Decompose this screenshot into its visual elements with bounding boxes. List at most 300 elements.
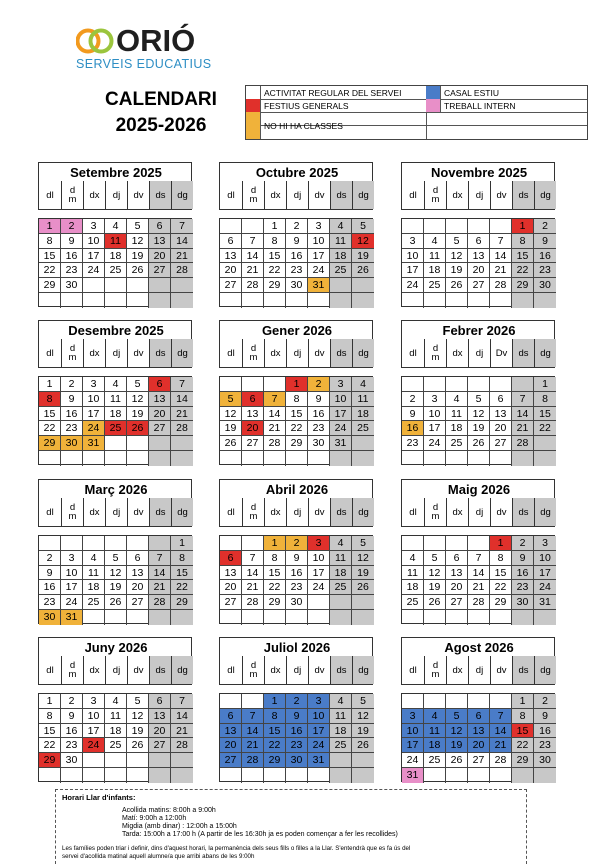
weekday-header: d m bbox=[242, 181, 264, 209]
day-cell: 19 bbox=[105, 580, 127, 595]
day-cell: 26 bbox=[446, 753, 468, 768]
day-cell: 6 bbox=[446, 551, 468, 566]
day-cell bbox=[171, 436, 193, 451]
day-cell: 14 bbox=[490, 249, 512, 264]
page-title-year: 2025-2026 bbox=[115, 115, 207, 136]
day-cell: 3 bbox=[402, 709, 424, 724]
day-cell bbox=[105, 451, 127, 466]
day-cell: 12 bbox=[127, 392, 149, 407]
day-cell: 10 bbox=[83, 392, 105, 407]
day-cell: 19 bbox=[446, 263, 468, 278]
weekday-header: dl bbox=[227, 189, 235, 201]
month-header bbox=[401, 162, 555, 210]
day-cell: 15 bbox=[512, 724, 534, 739]
day-cell: 29 bbox=[171, 595, 193, 610]
day-cell bbox=[308, 451, 330, 466]
day-cell bbox=[490, 694, 512, 709]
month-header bbox=[401, 320, 555, 368]
month-calendar bbox=[38, 320, 192, 465]
day-cell bbox=[490, 219, 512, 234]
month-calendar bbox=[401, 162, 555, 307]
day-cell: 11 bbox=[105, 234, 127, 249]
day-cell: 17 bbox=[83, 724, 105, 739]
day-cell: 28 bbox=[264, 436, 286, 451]
day-cell: 30 bbox=[308, 436, 330, 451]
day-cell bbox=[242, 293, 264, 308]
day-cell bbox=[83, 768, 105, 783]
day-cell bbox=[286, 451, 308, 466]
day-cell: 10 bbox=[83, 234, 105, 249]
day-cell bbox=[149, 451, 171, 466]
weekday-header: dj bbox=[105, 498, 127, 526]
day-cell: 27 bbox=[127, 595, 149, 610]
day-cell: 7 bbox=[512, 392, 534, 407]
day-cell: 17 bbox=[424, 421, 446, 436]
day-cell: 23 bbox=[286, 263, 308, 278]
day-cell: 20 bbox=[220, 738, 242, 753]
day-cell: 31 bbox=[534, 595, 556, 610]
weekday-header: ds bbox=[330, 498, 352, 526]
month-header bbox=[219, 479, 373, 527]
footer-line: Migdia (amb dinar) : 12:00h a 15:00h bbox=[122, 823, 237, 830]
day-cell: 26 bbox=[352, 738, 374, 753]
day-cell: 3 bbox=[402, 234, 424, 249]
day-cell: 24 bbox=[534, 580, 556, 595]
day-cell: 21 bbox=[242, 580, 264, 595]
day-cell: 4 bbox=[424, 709, 446, 724]
weekday-header: dg bbox=[534, 498, 556, 526]
day-cell bbox=[402, 219, 424, 234]
weekday-header: ds bbox=[149, 656, 171, 684]
month-days-grid bbox=[38, 376, 192, 465]
day-cell: 15 bbox=[512, 249, 534, 264]
day-cell bbox=[446, 219, 468, 234]
day-cell: 28 bbox=[512, 436, 534, 451]
day-cell: 25 bbox=[424, 278, 446, 293]
weekday-header: dv bbox=[127, 498, 149, 526]
day-cell bbox=[468, 451, 490, 466]
day-cell: 11 bbox=[402, 566, 424, 581]
month-calendar bbox=[38, 162, 192, 307]
day-cell: 28 bbox=[468, 595, 490, 610]
weekday-header: dj bbox=[468, 339, 490, 367]
month-days-grid bbox=[219, 535, 373, 624]
day-cell: 9 bbox=[39, 566, 61, 581]
day-cell: 13 bbox=[149, 234, 171, 249]
day-cell: 12 bbox=[220, 407, 242, 422]
day-cell bbox=[149, 436, 171, 451]
day-cell: 20 bbox=[149, 407, 171, 422]
day-cell bbox=[105, 278, 127, 293]
day-cell bbox=[352, 595, 374, 610]
weekday-header: dx bbox=[83, 339, 105, 367]
day-cell: 25 bbox=[352, 421, 374, 436]
month-header bbox=[401, 637, 555, 685]
brand-logo bbox=[76, 23, 212, 76]
day-cell bbox=[242, 768, 264, 783]
day-cell bbox=[468, 610, 490, 625]
day-cell bbox=[424, 293, 446, 308]
day-cell: 3 bbox=[424, 392, 446, 407]
day-cell: 13 bbox=[127, 566, 149, 581]
day-cell: 12 bbox=[127, 709, 149, 724]
day-cell: 16 bbox=[61, 249, 83, 264]
day-cell: 17 bbox=[402, 738, 424, 753]
day-cell: 24 bbox=[308, 738, 330, 753]
day-cell: 21 bbox=[171, 724, 193, 739]
day-cell: 4 bbox=[330, 694, 352, 709]
month-title: Gener 2026 bbox=[261, 323, 333, 338]
day-cell: 5 bbox=[446, 234, 468, 249]
month-title: Juny 2026 bbox=[84, 640, 148, 655]
day-cell: 17 bbox=[330, 407, 352, 422]
day-cell: 11 bbox=[105, 392, 127, 407]
day-cell bbox=[446, 377, 468, 392]
day-cell: 30 bbox=[61, 278, 83, 293]
day-cell: 5 bbox=[446, 709, 468, 724]
day-cell: 18 bbox=[105, 407, 127, 422]
day-cell: 26 bbox=[468, 436, 490, 451]
day-cell: 6 bbox=[149, 694, 171, 709]
day-cell bbox=[330, 278, 352, 293]
day-cell: 29 bbox=[39, 278, 61, 293]
weekday-header: dl bbox=[46, 347, 54, 359]
day-cell bbox=[402, 536, 424, 551]
day-cell bbox=[308, 293, 330, 308]
day-cell: 12 bbox=[352, 709, 374, 724]
day-cell: 27 bbox=[468, 753, 490, 768]
day-cell: 26 bbox=[105, 595, 127, 610]
day-cell: 1 bbox=[534, 377, 556, 392]
month-calendar bbox=[401, 637, 555, 782]
day-cell: 9 bbox=[286, 551, 308, 566]
month-header bbox=[38, 479, 192, 527]
page-title: CALENDARI bbox=[105, 89, 217, 110]
day-cell bbox=[220, 610, 242, 625]
day-cell bbox=[308, 610, 330, 625]
day-cell: 13 bbox=[468, 249, 490, 264]
day-cell: 21 bbox=[512, 421, 534, 436]
weekday-header: ds bbox=[330, 339, 352, 367]
day-cell: 13 bbox=[490, 407, 512, 422]
legend-treball: TREBALL INTERN bbox=[426, 99, 515, 112]
day-cell: 29 bbox=[264, 278, 286, 293]
day-cell bbox=[446, 451, 468, 466]
legend bbox=[245, 85, 588, 140]
day-cell bbox=[352, 610, 374, 625]
day-cell: 19 bbox=[352, 724, 374, 739]
legend-swatch bbox=[246, 86, 261, 99]
day-cell bbox=[468, 293, 490, 308]
weekday-header: dj bbox=[105, 339, 127, 367]
day-cell bbox=[242, 610, 264, 625]
day-cell: 13 bbox=[220, 566, 242, 581]
day-cell: 14 bbox=[468, 566, 490, 581]
day-cell: 13 bbox=[220, 249, 242, 264]
month-calendar bbox=[401, 320, 555, 465]
day-cell: 20 bbox=[468, 263, 490, 278]
day-cell bbox=[220, 451, 242, 466]
weekday-header: dg bbox=[352, 498, 374, 526]
weekday-header: ds bbox=[330, 181, 352, 209]
month-days-grid bbox=[38, 535, 192, 624]
day-cell bbox=[105, 753, 127, 768]
day-cell: 21 bbox=[149, 580, 171, 595]
day-cell: 8 bbox=[286, 392, 308, 407]
day-cell bbox=[220, 293, 242, 308]
weekday-header: dv bbox=[490, 498, 512, 526]
month-title: Setembre 2025 bbox=[70, 165, 162, 180]
day-cell: 22 bbox=[512, 263, 534, 278]
day-cell: 14 bbox=[171, 709, 193, 724]
footer-note: Les famílies poden triar i definir, dins d'aquest horari, la permanència dels seus fills o filles a la Llar. S'entendrà que es fa ús del bbox=[62, 845, 411, 852]
day-cell bbox=[83, 451, 105, 466]
day-cell: 24 bbox=[308, 263, 330, 278]
day-cell: 18 bbox=[352, 407, 374, 422]
weekday-header: dx bbox=[446, 656, 468, 684]
day-cell bbox=[352, 436, 374, 451]
day-cell: 19 bbox=[468, 421, 490, 436]
day-cell: 24 bbox=[83, 738, 105, 753]
day-cell: 17 bbox=[83, 249, 105, 264]
day-cell: 31 bbox=[402, 768, 424, 783]
day-cell bbox=[490, 451, 512, 466]
day-cell bbox=[105, 610, 127, 625]
day-cell: 18 bbox=[330, 249, 352, 264]
day-cell bbox=[308, 595, 330, 610]
day-cell bbox=[512, 610, 534, 625]
day-cell bbox=[171, 278, 193, 293]
day-cell bbox=[83, 610, 105, 625]
day-cell: 30 bbox=[512, 595, 534, 610]
day-cell bbox=[512, 768, 534, 783]
day-cell: 3 bbox=[534, 536, 556, 551]
day-cell bbox=[149, 768, 171, 783]
day-cell: 6 bbox=[468, 234, 490, 249]
day-cell: 12 bbox=[127, 234, 149, 249]
day-cell: 20 bbox=[220, 580, 242, 595]
day-cell: 9 bbox=[534, 234, 556, 249]
footer-schedule bbox=[55, 789, 527, 864]
day-cell: 10 bbox=[61, 566, 83, 581]
day-cell: 29 bbox=[286, 436, 308, 451]
day-cell: 6 bbox=[127, 551, 149, 566]
weekday-header: dj bbox=[286, 181, 308, 209]
day-cell: 16 bbox=[308, 407, 330, 422]
day-cell: 18 bbox=[446, 421, 468, 436]
day-cell: 23 bbox=[39, 595, 61, 610]
weekday-header: dx bbox=[83, 498, 105, 526]
weekday-header: d m bbox=[242, 498, 264, 526]
day-cell: 6 bbox=[242, 392, 264, 407]
day-cell: 29 bbox=[490, 595, 512, 610]
legend-swatch bbox=[246, 112, 261, 139]
weekday-header: dl bbox=[409, 189, 417, 201]
day-cell bbox=[490, 610, 512, 625]
day-cell: 22 bbox=[264, 263, 286, 278]
day-cell: 10 bbox=[308, 551, 330, 566]
day-cell: 1 bbox=[490, 536, 512, 551]
day-cell: 4 bbox=[83, 551, 105, 566]
day-cell: 26 bbox=[352, 263, 374, 278]
weekday-header: dx bbox=[446, 181, 468, 209]
day-cell: 14 bbox=[264, 407, 286, 422]
day-cell: 6 bbox=[220, 234, 242, 249]
day-cell: 21 bbox=[490, 738, 512, 753]
day-cell bbox=[468, 377, 490, 392]
day-cell: 16 bbox=[61, 407, 83, 422]
day-cell: 19 bbox=[446, 738, 468, 753]
day-cell: 24 bbox=[308, 580, 330, 595]
day-cell: 14 bbox=[512, 407, 534, 422]
day-cell bbox=[127, 536, 149, 551]
weekday-header: d m bbox=[424, 656, 446, 684]
weekday-header: dx bbox=[83, 181, 105, 209]
day-cell bbox=[352, 293, 374, 308]
weekday-header: d m bbox=[424, 339, 446, 367]
weekday-header: ds bbox=[512, 339, 534, 367]
day-cell: 17 bbox=[308, 249, 330, 264]
day-cell: 11 bbox=[105, 709, 127, 724]
day-cell bbox=[512, 451, 534, 466]
day-cell bbox=[468, 768, 490, 783]
day-cell: 22 bbox=[39, 738, 61, 753]
weekday-header: dj bbox=[105, 181, 127, 209]
day-cell bbox=[424, 768, 446, 783]
day-cell: 18 bbox=[330, 724, 352, 739]
day-cell bbox=[330, 753, 352, 768]
day-cell: 12 bbox=[446, 724, 468, 739]
month-days-grid bbox=[401, 693, 555, 782]
day-cell: 4 bbox=[330, 219, 352, 234]
day-cell: 27 bbox=[468, 278, 490, 293]
day-cell: 13 bbox=[446, 566, 468, 581]
day-cell: 28 bbox=[171, 738, 193, 753]
day-cell: 20 bbox=[446, 580, 468, 595]
day-cell: 14 bbox=[242, 249, 264, 264]
day-cell: 24 bbox=[402, 278, 424, 293]
day-cell: 6 bbox=[220, 551, 242, 566]
day-cell bbox=[171, 753, 193, 768]
footer-line: Tarda: 15:00h a 17:00 h (A partir de les 16:30h ja es poden començar a fer les recollides) bbox=[122, 831, 398, 838]
weekday-header: d m bbox=[424, 498, 446, 526]
day-cell: 12 bbox=[468, 407, 490, 422]
weekday-header: dx bbox=[264, 498, 286, 526]
day-cell: 24 bbox=[83, 263, 105, 278]
day-cell: 18 bbox=[105, 724, 127, 739]
footer-line: Matí: 9:00h a 12:00h bbox=[122, 815, 187, 822]
weekday-header: d m bbox=[424, 181, 446, 209]
day-cell: 28 bbox=[242, 753, 264, 768]
weekday-header: dg bbox=[352, 339, 374, 367]
month-title: Juliol 2026 bbox=[263, 640, 331, 655]
day-cell: 29 bbox=[39, 753, 61, 768]
day-cell: 25 bbox=[330, 738, 352, 753]
day-cell bbox=[61, 293, 83, 308]
day-cell: 1 bbox=[286, 377, 308, 392]
day-cell bbox=[512, 377, 534, 392]
day-cell bbox=[264, 451, 286, 466]
day-cell: 13 bbox=[242, 407, 264, 422]
day-cell: 22 bbox=[171, 580, 193, 595]
day-cell: 1 bbox=[171, 536, 193, 551]
footer-title: Horari Llar d'infants: bbox=[62, 793, 136, 802]
weekday-header: dg bbox=[534, 339, 556, 367]
day-cell: 23 bbox=[61, 263, 83, 278]
day-cell: 27 bbox=[242, 436, 264, 451]
day-cell: 8 bbox=[490, 551, 512, 566]
day-cell: 24 bbox=[424, 436, 446, 451]
day-cell: 23 bbox=[402, 436, 424, 451]
day-cell: 9 bbox=[286, 234, 308, 249]
day-cell: 25 bbox=[105, 263, 127, 278]
day-cell: 15 bbox=[39, 724, 61, 739]
day-cell: 17 bbox=[308, 724, 330, 739]
day-cell: 15 bbox=[39, 249, 61, 264]
weekday-header: dl bbox=[227, 506, 235, 518]
day-cell bbox=[242, 377, 264, 392]
day-cell: 3 bbox=[330, 377, 352, 392]
day-cell: 21 bbox=[264, 421, 286, 436]
day-cell: 24 bbox=[83, 421, 105, 436]
day-cell: 21 bbox=[171, 407, 193, 422]
day-cell: 5 bbox=[127, 694, 149, 709]
day-cell: 16 bbox=[286, 724, 308, 739]
day-cell: 15 bbox=[264, 249, 286, 264]
day-cell: 4 bbox=[352, 377, 374, 392]
day-cell: 8 bbox=[534, 392, 556, 407]
month-days-grid bbox=[219, 693, 373, 782]
weekday-header: ds bbox=[512, 498, 534, 526]
day-cell: 27 bbox=[446, 595, 468, 610]
day-cell bbox=[424, 219, 446, 234]
day-cell bbox=[105, 768, 127, 783]
legend-swatch bbox=[426, 99, 441, 112]
month-header bbox=[38, 320, 192, 368]
day-cell: 17 bbox=[534, 566, 556, 581]
day-cell: 5 bbox=[352, 694, 374, 709]
weekday-header: dj bbox=[468, 656, 490, 684]
day-cell: 16 bbox=[286, 566, 308, 581]
month-header bbox=[38, 637, 192, 685]
month-calendar bbox=[219, 162, 373, 307]
day-cell: 10 bbox=[402, 249, 424, 264]
weekday-header: dg bbox=[534, 181, 556, 209]
day-cell bbox=[402, 451, 424, 466]
day-cell: 11 bbox=[446, 407, 468, 422]
day-cell: 28 bbox=[149, 595, 171, 610]
day-cell: 21 bbox=[468, 580, 490, 595]
weekday-header: dx bbox=[83, 656, 105, 684]
day-cell: 5 bbox=[352, 219, 374, 234]
day-cell: 13 bbox=[149, 392, 171, 407]
day-cell: 1 bbox=[512, 694, 534, 709]
weekday-header: dv bbox=[127, 656, 149, 684]
day-cell bbox=[534, 768, 556, 783]
day-cell: 3 bbox=[308, 694, 330, 709]
day-cell bbox=[490, 377, 512, 392]
day-cell: 1 bbox=[264, 536, 286, 551]
day-cell bbox=[149, 610, 171, 625]
day-cell bbox=[352, 451, 374, 466]
weekday-header: dx bbox=[264, 339, 286, 367]
day-cell: 1 bbox=[512, 219, 534, 234]
day-cell: 11 bbox=[83, 566, 105, 581]
day-cell bbox=[61, 536, 83, 551]
day-cell: 28 bbox=[242, 595, 264, 610]
day-cell: 19 bbox=[352, 249, 374, 264]
month-header bbox=[219, 637, 373, 685]
